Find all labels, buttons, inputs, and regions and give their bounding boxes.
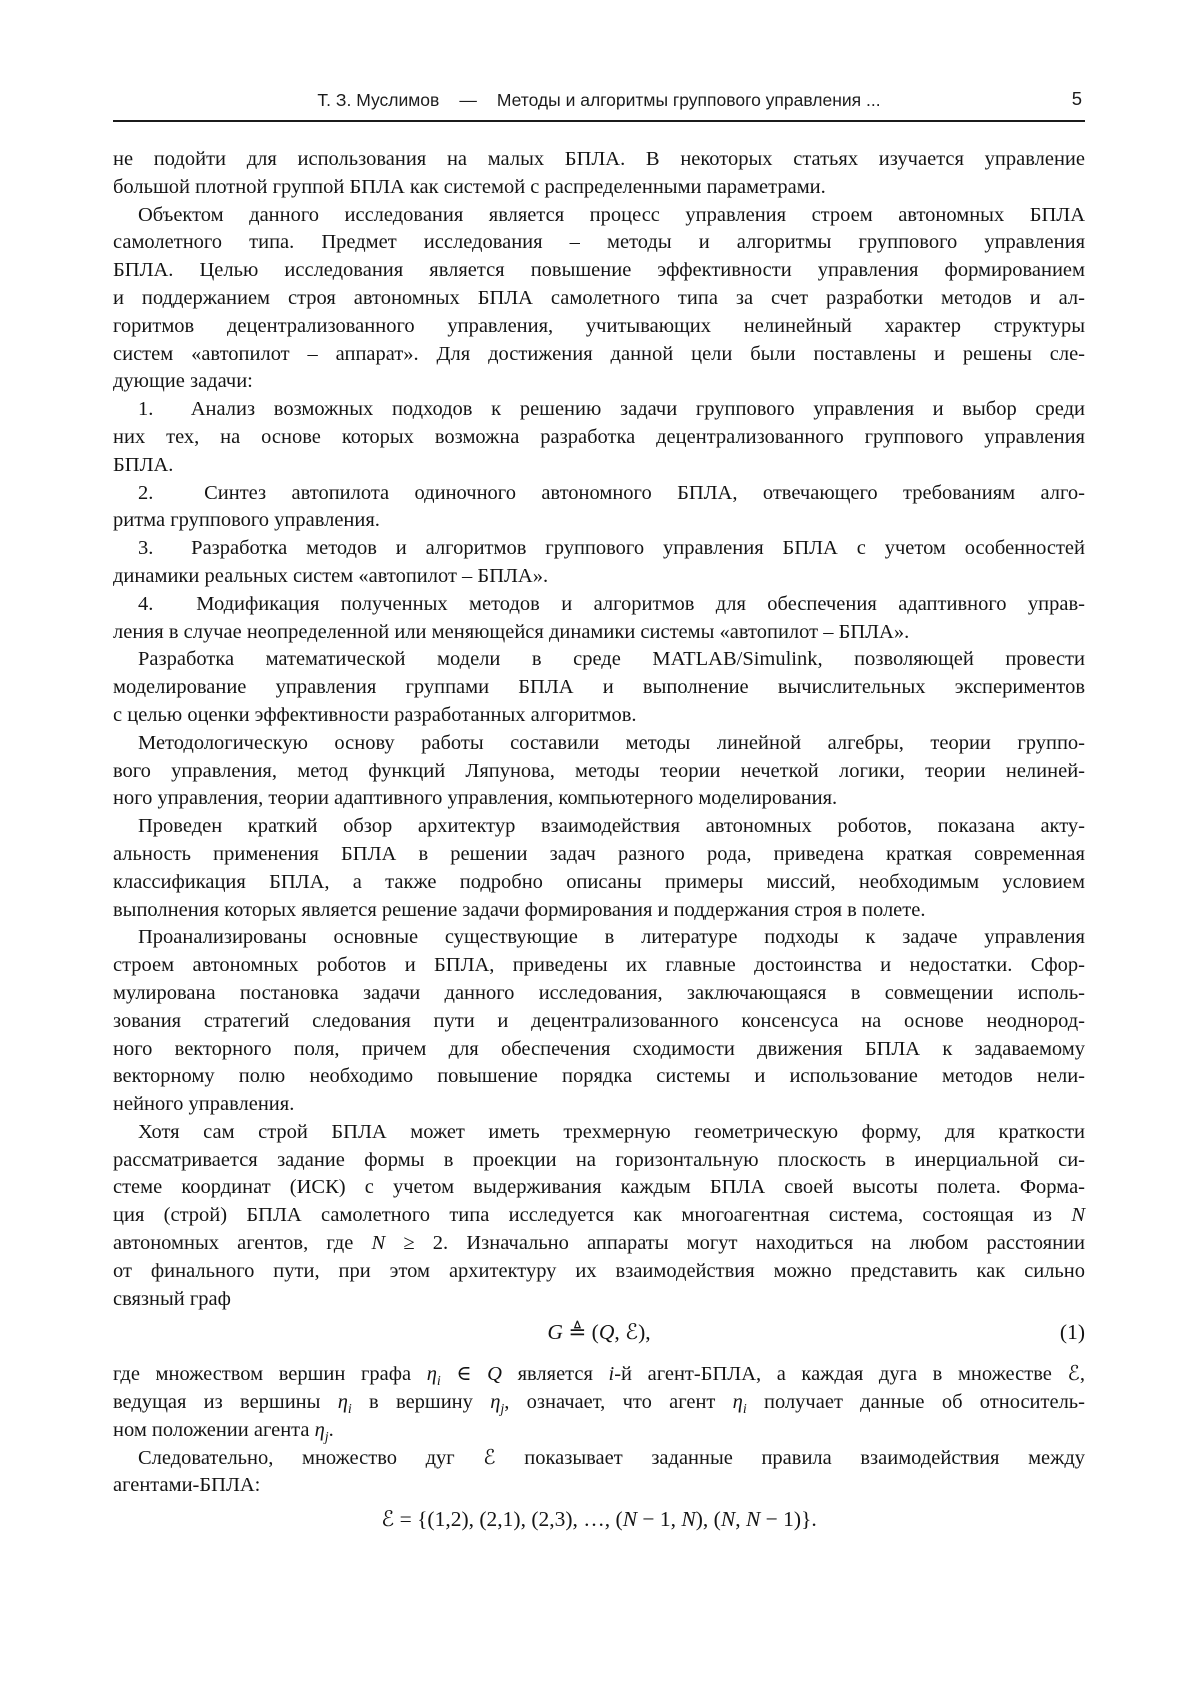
text-line: мулирована постановка задачи данного исследования, заключающаяся в совмещении исполь- [113, 981, 1085, 1004]
text-line: не подойти для использования на малых БПЛА. В некоторых статьях изучается управление [113, 148, 1085, 170]
text-line: стеме координат (ИСК) с учетом выдерживания каждым БПЛА своей высоты полета. Форма- [113, 1176, 1085, 1199]
text-line: моделирование управления группами БПЛА и выполнение вычислительных экспериментов [113, 676, 1085, 699]
text-line: строем автономных роботов и БПЛА, приведены их главные достоинства и недостатки. Сфор- [113, 954, 1085, 977]
paragraph [113, 1119, 1085, 1314]
text-line: большой плотной группой БПЛА как системой с распределенными параметрами. [113, 175, 826, 198]
paragraph [113, 1361, 1085, 1444]
text-line: Методологическую основу работы составили методы линейной алгебры, теории группо- [138, 731, 1085, 754]
text-line: Проанализированы основные существующие в литературе подходы к задаче управления [138, 926, 1085, 949]
text-line: горитмов децентрализованного управления, учитывающих нелинейный характер структуры [113, 314, 1085, 337]
text-line: выполнения которых является решение задачи формирования и поддержания строя в полете. [113, 898, 926, 921]
equation-body: ℰ = {(1,2), (2,1), (2,3), …, (N − 1, N), (N, N − 1)}. [381, 1507, 817, 1532]
paragraph [113, 535, 1085, 591]
text-line: динамики реальных систем «автопилот – БПЛА». [113, 564, 549, 587]
text-line: 3. Разработка методов и алгоритмов группового управления БПЛА с учетом особенностей [138, 537, 1085, 560]
text-line: от финального пути, при этом архитектуру их взаимодействия можно представить как сильно [113, 1259, 1085, 1282]
text-line: ведущая из вершины $\eta_i$ в вершину $\eta_j$, означает, что агент $\eta_i$ получает данные об относитель- [113, 1391, 1085, 1418]
text-line: систем «автопилот – аппарат». Для достижения данной цели были поставлены и решены сле- [113, 342, 1085, 365]
text-line: них тех, на основе которых возможна разработка децентрализованного группового управления [113, 425, 1085, 448]
text-line: альность применения БПЛА в решении задач разного рода, приведена краткая современная [113, 842, 1085, 865]
paragraph [113, 480, 1085, 536]
text-line: и поддержанием строя автономных БПЛА самолетного типа за счет разработки методов и ал- [113, 286, 1085, 309]
text-line: БПЛА. Целью исследования является повышение эффективности управления формированием [113, 259, 1085, 282]
text-line: ритма группового управления. [113, 509, 380, 532]
paragraph [113, 591, 1085, 647]
paragraph [113, 924, 1085, 1119]
text-line: автономных агентов, где N ≥ 2. Изначально аппараты могут находиться на любом расстоянии [113, 1232, 1085, 1255]
paragraph [113, 202, 1085, 397]
page-header [113, 90, 1085, 116]
paragraph [113, 646, 1085, 729]
text-line: БПЛА. [113, 453, 174, 476]
document-body [113, 146, 1085, 1548]
header-author: Т. З. Муслимов [317, 90, 440, 110]
text-line: где множеством вершин графа $\eta_i$ ∈ Q является i-й агент-БПЛА, а каждая дуга в множестве ℰ, [113, 1363, 1085, 1390]
text-line: 4. Модификация полученных методов и алгоритмов для обеспечения адаптивного управ- [138, 592, 1085, 615]
text-line: связный граф [113, 1287, 231, 1310]
header-rule [113, 120, 1085, 122]
text-line: 2. Синтез автопилота одиночного автономного БПЛА, отвечающего требованиям алго- [138, 481, 1085, 504]
text-line: 1. Анализ возможных подходов к решению задачи группового управления и выбор среди [138, 398, 1085, 421]
paragraph [113, 396, 1085, 479]
header-dash: — [459, 90, 477, 110]
equation [113, 1319, 1085, 1347]
page-number: 5 [1071, 88, 1082, 109]
text-line: Проведен краткий обзор архитектур взаимодействия автономных роботов, показана акту- [138, 815, 1085, 838]
paragraph [113, 146, 1085, 202]
text-line: ного векторного поля, причем для обеспечения сходимости движения БПЛА к задаваемому [113, 1037, 1085, 1060]
text-line: агентами-БПЛА: [113, 1474, 261, 1497]
paragraph [113, 730, 1085, 813]
text-line: с целью оценки эффективности разработанных алгоритмов. [113, 703, 637, 726]
text-line: ного управления, теории адаптивного управления, компьютерного моделирования. [113, 787, 838, 810]
equation-number: (1) [1059, 1320, 1085, 1345]
text-line: рассматривается задание формы в проекции на горизонтальную плоскость в инерциальной си- [113, 1148, 1085, 1171]
equation-body: G ≜ (Q, ℰ), [547, 1320, 651, 1345]
text-line: ном положении агента $\eta_j$. [113, 1418, 334, 1445]
text-line: Объектом данного исследования является процесс управления строем автономных БПЛА [138, 203, 1085, 226]
text-line: нейного управления. [113, 1093, 295, 1116]
paragraph [113, 813, 1085, 924]
text-line: самолетного типа. Предмет исследования – методы и алгоритмы группового управления [113, 231, 1085, 254]
text-line: дующие задачи: [113, 370, 253, 393]
header-title: Методы и алгоритмы группового управления ... [496, 90, 881, 110]
text-line: классификация БПЛА, а также подробно описаны примеры миссий, необходимым условием [113, 870, 1085, 893]
text-line: ления в случае неопределенной или меняющейся динамики системы «автопилот – БПЛА». [113, 620, 910, 643]
text-line: Разработка математической модели в среде MATLAB/Simulink, позволяющей провести [138, 648, 1085, 671]
text-line: Хотя сам строй БПЛА может иметь трехмерную геометрическую форму, для краткости [138, 1120, 1085, 1143]
text-line: Следовательно, множество дуг ℰ показывает заданные правила взаимодействия между [138, 1446, 1085, 1469]
running-title [113, 90, 1085, 111]
text-line: зования стратегий следования пути и децентрализованного консенсуса на основе неоднород- [113, 1009, 1085, 1032]
text-line: ция (строй) БПЛА самолетного типа исследуется как многоагентная система, состоящая из N [113, 1204, 1085, 1227]
equation [113, 1506, 1085, 1534]
paragraph [113, 1445, 1085, 1501]
text-line: вого управления, метод функций Ляпунова, методы теории нечеткой логики, теории нелиней- [113, 759, 1085, 782]
text-line: векторному полю необходимо повышение порядка системы и использование методов нели- [113, 1065, 1085, 1088]
